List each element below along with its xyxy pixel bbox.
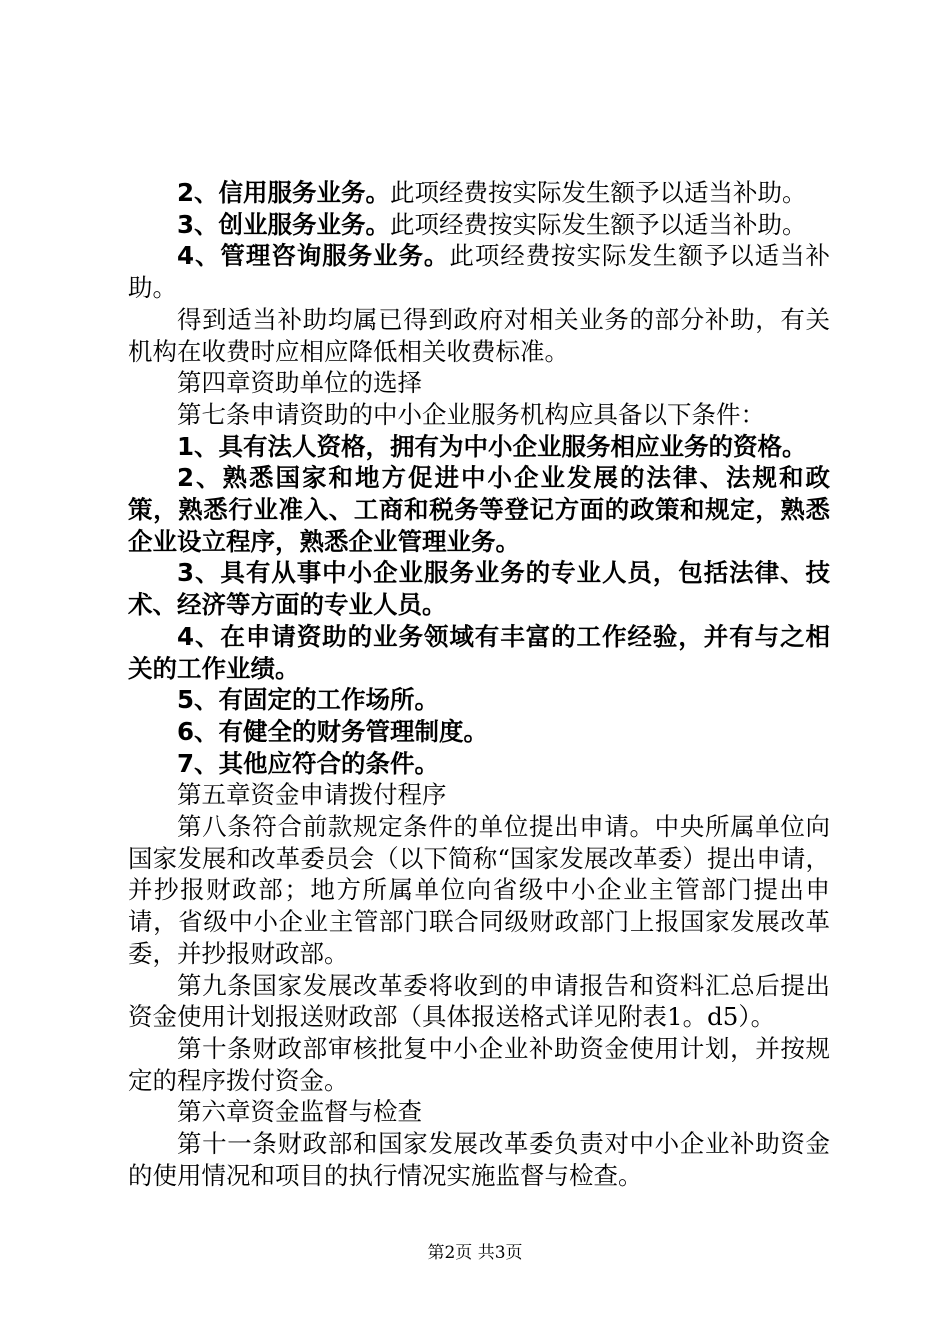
text-run: 此项经费按实际发生额予以适当补助。 xyxy=(390,178,807,207)
paragraph xyxy=(128,209,830,241)
document-body xyxy=(128,177,830,1192)
text-run: 得到适当补助均属已得到政府对相关业务的部分补助，有关机构在收费时应相应降低相关收费标准。 xyxy=(128,304,830,366)
list-item xyxy=(128,621,830,684)
list-item xyxy=(128,716,830,748)
list-item xyxy=(128,462,830,557)
text-run: 第五章资金申请拨付程序 xyxy=(177,780,447,810)
bold-run: 4、管理咨询服务业务。 xyxy=(177,241,450,271)
bold-run: 7、其他应符合的条件。 xyxy=(177,748,440,778)
bold-run: 5、有固定的工作场所。 xyxy=(177,685,440,715)
paragraph xyxy=(128,240,830,303)
page-footer: 第2页 共3页 xyxy=(427,1243,523,1263)
bold-run: 6、有健全的财务管理制度。 xyxy=(177,716,489,746)
paragraph xyxy=(128,399,830,431)
chapter-heading xyxy=(128,1096,830,1128)
text-run: 第七条申请资助的中小企业服务机构应具备以下条件： xyxy=(177,399,765,429)
text-run: 第九条国家发展改革委将收到的申请报告和资料汇总后提出资金使用计划报送财政部（具体报送格式详见附表1。d5）。 xyxy=(128,970,830,1032)
bold-run: 3、具有从事中小企业服务业务的专业人员，包括法律、技术、经济等方面的专业人员。 xyxy=(128,558,830,620)
chapter-heading xyxy=(128,367,830,399)
paragraph xyxy=(128,1128,830,1191)
paragraph xyxy=(128,1033,830,1096)
text-run: 此项经费按实际发生额予以适当补助。 xyxy=(128,241,831,303)
paragraph xyxy=(128,970,830,1033)
bold-run: 1、具有法人资格，拥有为中小企业服务相应业务的资格。 xyxy=(177,431,807,461)
bold-run: 3、创业服务业务。 xyxy=(177,209,391,239)
paragraph xyxy=(128,811,830,970)
text-run: 此项经费按实际发生额予以适当补助。 xyxy=(390,209,807,239)
text-run: 第十条财政部审核批复中小企业补助资金使用计划，并按规定的程序拨付资金。 xyxy=(128,1033,830,1095)
text-run: 第四章资助单位的选择 xyxy=(177,368,422,398)
list-item xyxy=(128,684,830,716)
list-item xyxy=(128,557,830,620)
text-run: 第八条符合前款规定条件的单位提出申请。中央所属单位向国家发展和改革委员会（以下简称“国家发展改革委）提出申请，并抄报财政部；地方所属单位向省级中小企业主管部门提出申请，省级中小企业主管部门联合同级财政部门上报国家发展改革委，并抄报财政部。 xyxy=(128,812,830,968)
chapter-heading xyxy=(128,779,830,811)
bold-run: 2、熟悉国家和地方促进中小企业发展的法律、法规和政策，熟悉行业准入、工商和税务等登记方面的政策和规定，熟悉企业设立程序，熟悉企业管理业务。 xyxy=(128,463,830,556)
text-run: 第十一条财政部和国家发展改革委负责对中小企业补助资金的使用情况和项目的执行情况实施监督与检查。 xyxy=(128,1129,830,1190)
paragraph xyxy=(128,304,830,367)
list-item xyxy=(128,748,830,780)
text-run: 第六章资金监督与检查 xyxy=(177,1097,422,1127)
paragraph xyxy=(128,177,830,209)
bold-run: 4、在申请资助的业务领域有丰富的工作经验，并有与之相关的工作业绩。 xyxy=(128,621,830,683)
list-item xyxy=(128,431,830,463)
bold-run: 2、信用服务业务。 xyxy=(177,178,391,207)
